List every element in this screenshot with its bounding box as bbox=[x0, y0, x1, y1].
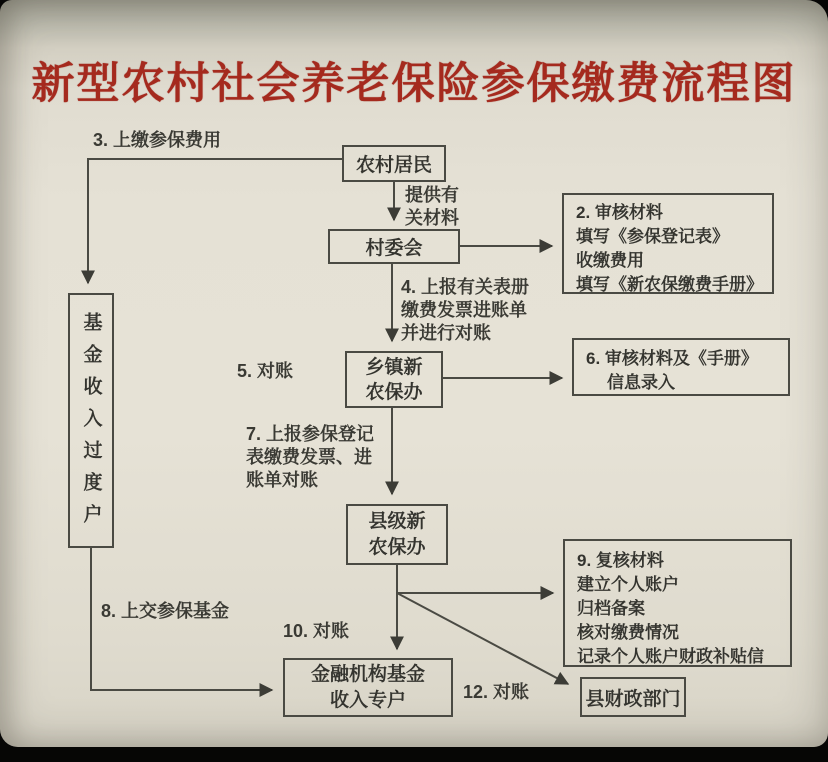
label-step7 bbox=[246, 423, 374, 492]
box-county-office bbox=[346, 504, 448, 565]
label-step3: 3. 上缴参保费用 bbox=[93, 130, 222, 150]
box-village-committee bbox=[328, 229, 460, 264]
box-fund-transition-account bbox=[68, 293, 114, 548]
provide-line: 提供有 bbox=[405, 185, 459, 205]
label-step10: 10. 对账 bbox=[283, 621, 350, 641]
box-county-finance-dept bbox=[580, 677, 686, 717]
provide-line: 关材料 bbox=[405, 208, 459, 228]
handbook-line: 6. 审核材料及《手册》 bbox=[586, 349, 758, 368]
step7-line: 7. 上报参保登记 bbox=[246, 424, 375, 444]
box-review bbox=[563, 539, 792, 667]
step4-line: 缴费发票进账单 bbox=[401, 300, 527, 320]
review-line: 核对缴费情况 bbox=[577, 623, 679, 642]
box-audit-handbook bbox=[572, 338, 790, 396]
arrow-residents-to-fund-account bbox=[88, 159, 342, 283]
review-line: 记录个人账户财政补贴信 bbox=[577, 647, 764, 666]
financial-line: 收入专户 bbox=[329, 689, 406, 711]
box-audit-materials bbox=[562, 193, 774, 294]
label-step8: 8. 上交参保基金 bbox=[101, 601, 230, 621]
label-provide-materials bbox=[405, 184, 459, 230]
label-step4 bbox=[401, 276, 529, 345]
review-line: 9. 复核材料 bbox=[577, 551, 664, 570]
fund-transition-label: 基金收入过度户 bbox=[80, 311, 102, 536]
step4-line: 并进行对账 bbox=[401, 323, 491, 343]
step4-line: 4. 上报有关表册 bbox=[401, 277, 530, 297]
township-line: 乡镇新 bbox=[365, 356, 423, 378]
audit-line: 2. 审核材料 bbox=[576, 203, 663, 222]
financial-line: 金融机构基金 bbox=[310, 663, 425, 685]
county-line: 农保办 bbox=[368, 536, 426, 558]
audit-line: 收缴费用 bbox=[576, 251, 644, 270]
box-rural-residents bbox=[342, 145, 446, 182]
step7-line: 表缴费发票、进 bbox=[246, 447, 372, 467]
label-step12: 12. 对账 bbox=[463, 682, 530, 702]
county-finance-label: 县财政部门 bbox=[585, 688, 681, 710]
step7-line: 账单对账 bbox=[246, 470, 318, 490]
county-line: 县级新 bbox=[368, 510, 426, 532]
label-step5: 5. 对账 bbox=[237, 361, 294, 381]
review-line: 归档备案 bbox=[577, 599, 645, 618]
township-line: 农保办 bbox=[365, 381, 423, 403]
box-financial-account bbox=[283, 658, 453, 717]
audit-line: 填写《参保登记表》 bbox=[576, 227, 729, 246]
box-rural-residents-label: 农村居民 bbox=[355, 155, 432, 176]
handbook-line: 信息录入 bbox=[607, 373, 675, 392]
review-line: 建立个人账户 bbox=[577, 575, 679, 594]
flowchart-title: 新型农村社会养老保险参保缴费流程图 bbox=[31, 60, 797, 108]
box-township-office bbox=[345, 351, 443, 408]
box-village-committee-label: 村委会 bbox=[365, 238, 423, 259]
audit-line: 填写《新农保缴费手册》 bbox=[576, 275, 763, 294]
